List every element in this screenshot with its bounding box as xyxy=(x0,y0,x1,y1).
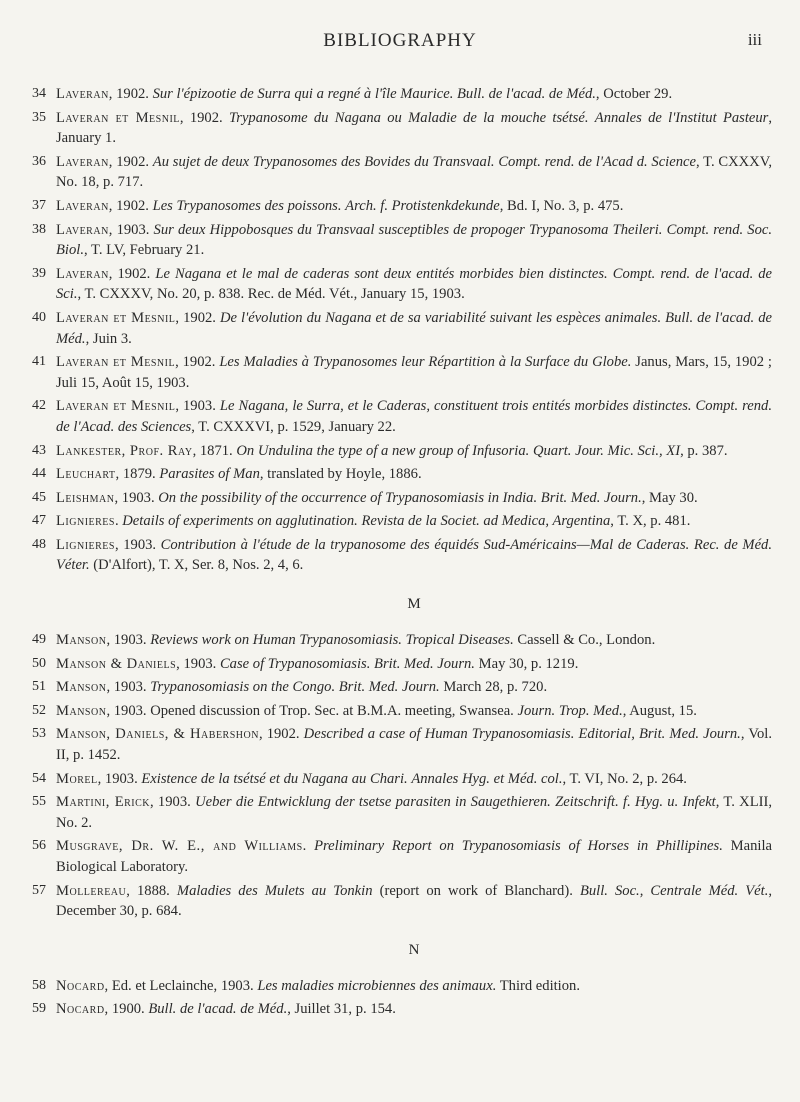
entry-details: , Juillet 31, p. 154. xyxy=(287,1001,396,1018)
entry-details: , T. XLII, No. 2. xyxy=(56,794,772,831)
entry-text xyxy=(56,535,772,576)
entry-title: Existence de la tsétsé et du Nagana au Chari. xyxy=(141,770,408,787)
entry-details: , May 30. xyxy=(641,489,698,506)
entry-number: 45 xyxy=(32,489,46,505)
entry-number: 47 xyxy=(32,513,46,529)
entry-details: (D'Alfort), T. X, Ser. 8, Nos. 2, 4, 6. xyxy=(89,557,304,574)
entry-number: 50 xyxy=(32,655,46,671)
entry-author-suffix: , 1902. xyxy=(108,265,156,282)
bibliography-entry xyxy=(32,701,772,722)
entry-number: 51 xyxy=(32,679,46,695)
bibliography-entry xyxy=(32,535,772,576)
entry-details: , October 29. xyxy=(595,86,673,102)
entry-author-suffix: , 1902. xyxy=(175,354,220,371)
entry-author-suffix: , 1903. xyxy=(114,536,161,553)
entry-title: Preliminary Report on Trypanosomiasis of Horses in Phillipines. xyxy=(314,838,723,855)
bibliography-entry xyxy=(32,881,772,922)
entry-details: Janus, Mars, 15, 1902 ; Juli 15, Août 15, 1903. xyxy=(56,354,772,391)
entry-title: Au sujet de deux Trypanosomes des Bovides du Transvaal. xyxy=(152,153,495,170)
entry-text xyxy=(56,701,772,722)
entry-details: , T. CXXXV, No. 20, p. 838. Rec. de Méd. Vét., January 15, 1903. xyxy=(77,286,465,303)
entry-number: 34 xyxy=(32,86,46,101)
entry-author: Musgrave, Dr. W. E., and Williams xyxy=(56,838,303,855)
entry-author-suffix: . xyxy=(114,513,123,530)
entry-author: Lankester, Prof. Ray xyxy=(56,442,193,459)
section-heading-n: N xyxy=(408,941,420,958)
entry-journal: Annales Hyg. et Méd. col. xyxy=(411,770,563,787)
bibliography-entry xyxy=(32,511,772,532)
entry-author-suffix: , 1879. xyxy=(115,466,160,483)
entry-journal: Compt. rend. Soc. Biol. xyxy=(56,221,773,259)
bibliography-entry xyxy=(32,677,772,698)
entry-text xyxy=(56,677,772,698)
entry-connector: Opened discussion of Trop. Sec. at B.M.A. meeting, Swansea. xyxy=(150,702,518,719)
bibliography-entry xyxy=(32,220,772,261)
entry-author-suffix: , 1902. xyxy=(108,86,153,102)
entry-author: Laveran xyxy=(56,221,109,238)
entry-journal: Editorial, Brit. Med. Journ. xyxy=(578,726,741,743)
entry-title: Le Nagana et le mal de caderas sont deux entités morbides bien distinctes. xyxy=(155,265,608,282)
entry-author-suffix: , Ed. et Leclainche, 1903. xyxy=(104,977,258,994)
entry-author: Manson, Daniels, & Habershon xyxy=(56,726,259,743)
entry-details: March 28, p. 720. xyxy=(439,679,548,696)
entry-number: 55 xyxy=(32,794,46,810)
entry-journal: Brit. Med. Journ. xyxy=(374,655,475,672)
entry-journal: Revista de la Societ. ad Medica, Argentina xyxy=(361,513,611,530)
entry-text xyxy=(56,511,772,532)
entry-text xyxy=(56,441,772,462)
entry-author-suffix: , 1888. xyxy=(126,882,177,899)
entry-number: 37 xyxy=(32,197,46,213)
entry-journal: Bull. de l'acad. de Méd. xyxy=(56,309,772,347)
entry-author: Laveran xyxy=(56,153,109,170)
entry-number: 43 xyxy=(32,442,46,458)
entry-journal: Tropical Diseases. xyxy=(405,632,514,649)
bibliography-entry xyxy=(32,352,772,393)
entry-journal: Annales de l'Institut Pasteur xyxy=(594,109,769,126)
entry-connector: (report on work of Blanchard). xyxy=(372,882,580,899)
entry-details: , Vol. II, p. 1452. xyxy=(56,726,772,764)
bibliography-entry xyxy=(32,152,772,193)
entry-author-suffix: , 1903. xyxy=(108,221,154,238)
entry-number: 52 xyxy=(32,702,46,718)
entry-title: Maladies des Mulets au Tonkin xyxy=(176,882,373,899)
entry-details: , translated by Hoyle, 1886. xyxy=(259,466,422,483)
entry-author: Laveran xyxy=(56,265,109,282)
entry-details: Third edition. xyxy=(496,977,580,994)
entry-title: Case of Trypanosomiasis. xyxy=(219,655,371,672)
entry-author: Leuchart xyxy=(56,466,116,483)
entry-text xyxy=(56,108,772,149)
bibliography-entry xyxy=(32,441,772,462)
entry-number: 54 xyxy=(32,770,46,786)
page-number: iii xyxy=(747,30,762,49)
entry-text xyxy=(56,654,772,675)
entry-author: Laveran xyxy=(56,197,109,214)
entry-text xyxy=(56,196,772,217)
bibliography-entry xyxy=(32,396,772,437)
bibliography-entry xyxy=(32,792,772,833)
entry-title: Details of experiments on agglutination. xyxy=(122,513,358,530)
entry-author: Martini, Erick xyxy=(56,794,150,811)
entry-title: Contribution à l'étude de la trypanosome des équidés Sud-Américains—Mal de Caderas. xyxy=(160,536,690,553)
entry-author-suffix: , 1903. xyxy=(106,702,151,719)
entry-title: Les maladies microbiennes des animaux. xyxy=(257,977,497,994)
entry-number: 53 xyxy=(32,726,46,742)
entry-text xyxy=(56,976,772,997)
entries-m-group xyxy=(32,630,772,922)
entry-author-suffix: , 1903. xyxy=(97,770,142,787)
bibliography-entry xyxy=(32,836,772,877)
entry-journal: Bull. Soc., Centrale Méd. Vét. xyxy=(579,882,769,899)
entry-title: Parasites of Man xyxy=(159,466,260,483)
entry-text xyxy=(56,396,772,437)
entry-text xyxy=(56,792,772,833)
entry-number: 40 xyxy=(32,309,46,325)
entry-title: On Undulina the type of a new group of Infusoria. xyxy=(236,442,530,459)
entry-number: 49 xyxy=(32,632,46,648)
entry-number: 36 xyxy=(32,153,46,169)
entry-author-suffix: , 1903. xyxy=(106,632,151,649)
page-header xyxy=(0,30,800,54)
bibliography-list xyxy=(32,84,772,1023)
entry-journal: Brit. Med. Journ. xyxy=(338,679,440,696)
entry-author: Nocard xyxy=(56,977,105,994)
entry-journal: Compt. rend. de l'acad. de Sci. xyxy=(56,265,773,303)
entry-author-suffix: , 1902. xyxy=(175,309,220,326)
entry-number: 42 xyxy=(32,398,46,414)
entry-details: , T. LV, February 21. xyxy=(83,242,205,259)
entry-title: Sur l'épizootie de Surra qui a regné à l'île Maurice. xyxy=(152,86,454,102)
entry-details: , T. VI, No. 2, p. 264. xyxy=(562,770,687,787)
bibliography-entry xyxy=(32,724,772,765)
entry-journal: Journ. Trop. Med. xyxy=(517,702,623,719)
entry-title: On the possibility of the occurrence of Trypanosomiasis in India. xyxy=(158,489,538,506)
entry-number: 59 xyxy=(32,1001,46,1017)
entry-number: 57 xyxy=(32,882,46,898)
entry-author-suffix: . xyxy=(302,838,315,855)
running-title: BIBLIOGRAPHY xyxy=(323,30,477,51)
entry-author: Leishman xyxy=(56,489,115,506)
entry-author: Mollereau xyxy=(56,882,127,899)
entry-details: , T. CXXXVI, p. 1529, January 22. xyxy=(191,418,396,435)
entry-details: Cassell & Co., London. xyxy=(513,632,656,649)
entry-text xyxy=(56,769,772,790)
bibliography-entry xyxy=(32,264,772,305)
entry-details: Manila Biological Laboratory. xyxy=(56,838,772,875)
entry-title: Les Trypanosomes des poissons. xyxy=(152,197,342,214)
entry-number: 48 xyxy=(32,536,46,552)
bibliography-entry xyxy=(32,84,772,105)
entry-title: Sur deux Hippobosques du Transvaal susceptibles de propoger Trypanosoma Theileri. xyxy=(153,221,663,238)
entry-text xyxy=(56,836,772,877)
entry-author: Manson xyxy=(56,702,107,719)
entry-author: Laveran et Mesnil xyxy=(56,309,176,326)
bibliography-entry xyxy=(32,976,772,997)
entry-number: 39 xyxy=(32,265,46,281)
bibliography-entry xyxy=(32,464,772,485)
entry-details: May 30, p. 1219. xyxy=(474,655,579,672)
entry-title: Reviews work on Human Trypanosomiasis. xyxy=(150,632,402,649)
bibliography-entry xyxy=(32,488,772,509)
entry-text xyxy=(56,488,772,509)
entry-number: 41 xyxy=(32,354,46,370)
bibliography-entry xyxy=(32,654,772,675)
entry-journal: Bull. de l'acad. de Méd. xyxy=(457,86,596,102)
entry-author-suffix: , 1903. xyxy=(176,655,220,672)
entry-author-suffix: , 1902. xyxy=(108,197,153,214)
entry-journal: Arch. f. Protistenkdekunde xyxy=(345,197,500,214)
entry-author-suffix: , 1871. xyxy=(192,442,237,459)
entry-author-suffix: , 1902. xyxy=(108,153,153,170)
entry-author-suffix: , 1900. xyxy=(104,1001,149,1018)
entry-author: Manson xyxy=(56,632,107,649)
entry-details: , December 30, p. 684. xyxy=(56,882,773,920)
entry-text xyxy=(56,308,772,349)
entry-details: , T. X, p. 481. xyxy=(610,513,691,530)
entry-journal: Rec. de Méd. Véter. xyxy=(56,536,772,574)
entry-title: Bull. de l'acad. de Méd. xyxy=(148,1001,288,1018)
entry-author: Morel xyxy=(56,770,98,787)
entry-text xyxy=(56,264,772,305)
entry-text xyxy=(56,999,772,1020)
entry-number: 38 xyxy=(32,221,46,237)
entry-journal: Compt. rend. de l'Acad. des Sciences xyxy=(56,398,772,435)
entry-text xyxy=(56,352,772,393)
entry-number: 56 xyxy=(32,838,46,854)
entry-title: Described a case of Human Trypanosomiasis. xyxy=(303,726,575,743)
entry-author: Manson xyxy=(56,679,107,696)
entry-author: Laveran xyxy=(56,86,109,102)
entry-author: Laveran et Mesnil xyxy=(56,398,176,415)
entry-text xyxy=(56,881,772,922)
entry-author: Laveran et Mesnil xyxy=(56,354,176,371)
entry-text xyxy=(56,464,772,485)
entry-details: , T. CXXXV, No. 18, p. 717. xyxy=(56,153,773,191)
entry-title: Trypanosomiasis on the Congo. xyxy=(150,679,336,696)
bibliography-entry xyxy=(32,769,772,790)
entry-details: , August, 15. xyxy=(622,702,697,719)
entry-text xyxy=(56,152,772,193)
entry-author: Lignieres xyxy=(56,536,115,553)
entry-journal: Brit. Med. Journ. xyxy=(540,489,642,506)
entry-text xyxy=(56,84,772,105)
bibliography-entry xyxy=(32,999,772,1020)
bibliography-entry xyxy=(32,308,772,349)
entries-l-group xyxy=(32,84,772,576)
entry-number: 58 xyxy=(32,977,46,993)
entry-title: Ueber die Entwicklung der tsetse parasiten in Saugethieren. xyxy=(195,794,551,811)
bibliography-entry xyxy=(32,108,772,149)
entry-details: , Bd. I, No. 3, p. 475. xyxy=(499,197,624,214)
bibliography-entry xyxy=(32,630,772,651)
entry-author-suffix: , 1903. xyxy=(114,489,159,506)
entry-details: , p. 387. xyxy=(680,442,728,459)
entry-title: De l'évolution du Nagana et de sa variabilité suivant les espèces animales. xyxy=(219,309,662,326)
entry-details: , January 1. xyxy=(56,109,773,147)
entry-author: Laveran et Mesnil xyxy=(56,109,180,126)
entry-author: Lignieres xyxy=(56,513,115,530)
entry-journal: Zeitschrift. f. Hyg. u. Infekt xyxy=(555,794,716,811)
entry-text xyxy=(56,724,772,765)
entry-journal: Quart. Jour. Mic. Sci., XI xyxy=(532,442,681,459)
entry-author-suffix: , 1902. xyxy=(258,726,304,743)
entry-author-suffix: , 1903. xyxy=(175,398,220,415)
entry-title: Trypanosome du Nagana ou Maladie de la mouche tsétsé. xyxy=(228,109,589,126)
entry-details: , Juin 3. xyxy=(85,330,132,347)
entry-text xyxy=(56,220,772,261)
entry-author: Nocard xyxy=(56,1001,105,1018)
entry-title: Le Nagana, le Surra, et le Caderas, constituent trois entités morbides distinctes. xyxy=(219,398,692,415)
entry-title: Les Maladies à Trypanosomes leur Répartition à la Surface du Globe. xyxy=(219,354,632,371)
bibliography-entry xyxy=(32,196,772,217)
entry-author-suffix: , 1903. xyxy=(106,679,151,696)
entry-number: 44 xyxy=(32,466,46,482)
entry-author: Manson & Daniels xyxy=(56,655,177,672)
entry-author-suffix: , 1902. xyxy=(179,109,229,126)
entry-number: 35 xyxy=(32,109,46,125)
entry-journal: Compt. rend. de l'Acad d. Science xyxy=(498,153,696,170)
entry-text xyxy=(56,630,772,651)
section-heading-m: M xyxy=(407,596,421,613)
entry-author-suffix: , 1903. xyxy=(150,794,196,811)
entries-n-group xyxy=(32,976,772,1020)
